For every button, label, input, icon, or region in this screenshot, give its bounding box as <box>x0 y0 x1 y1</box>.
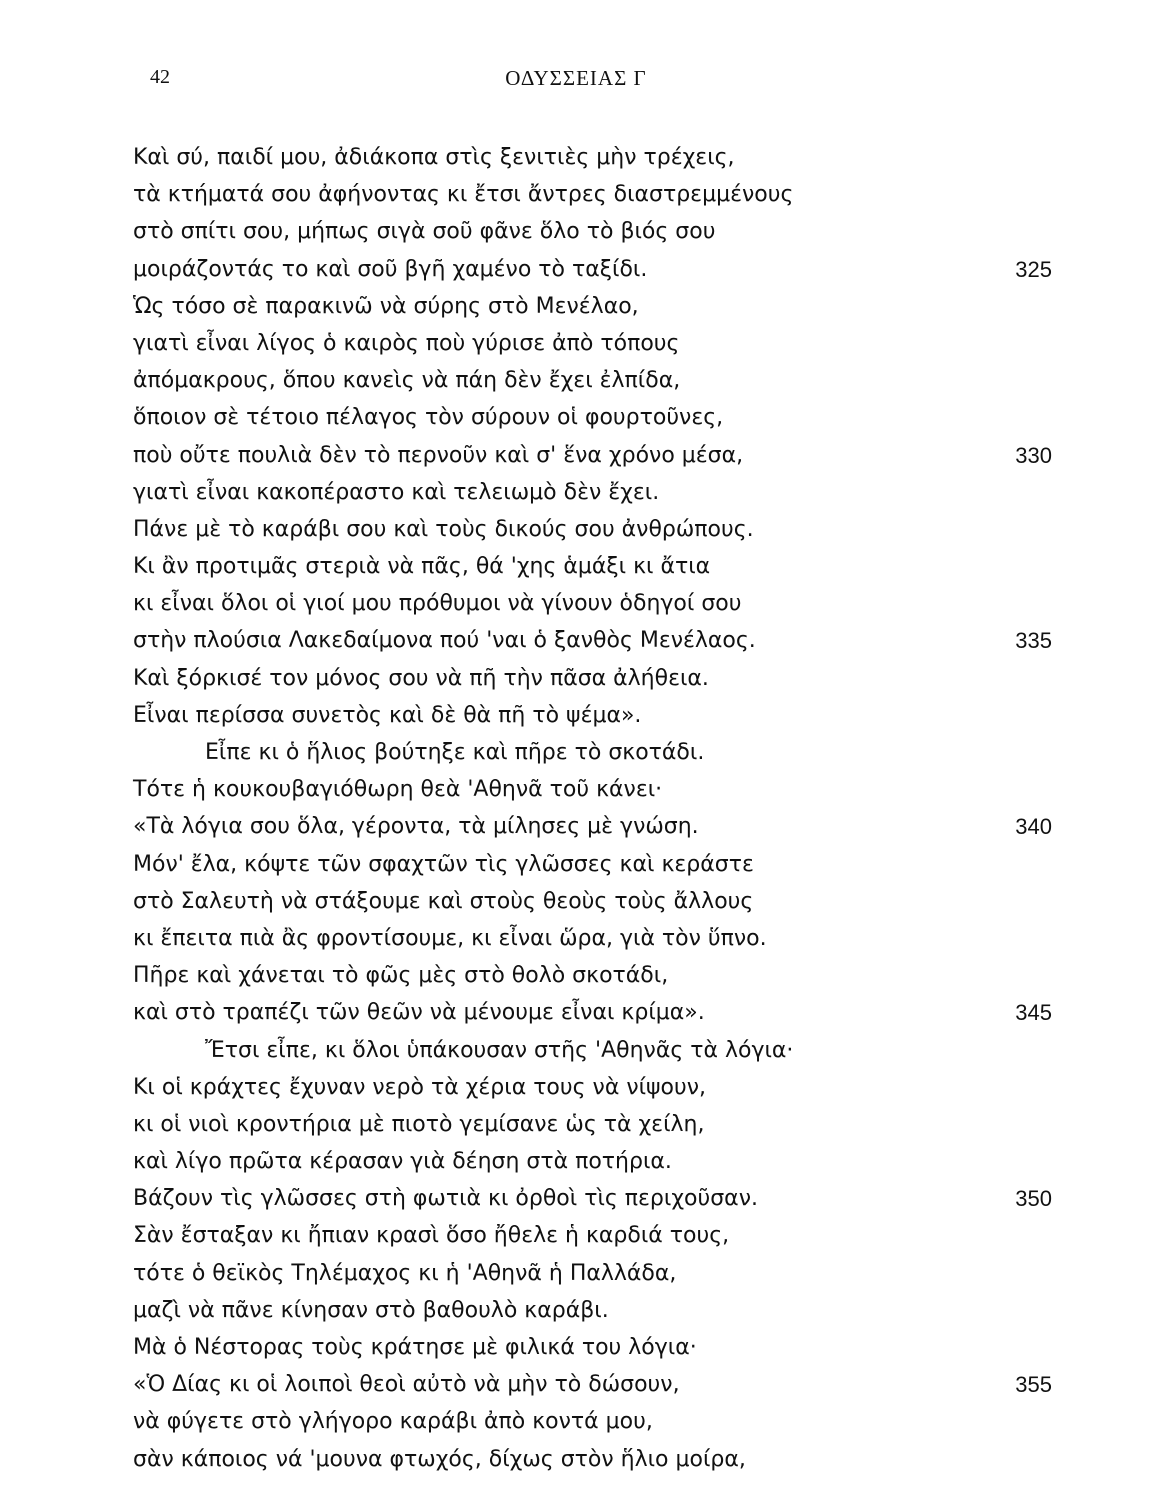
line-number: 345 <box>1015 1000 1052 1026</box>
verse-text: Κι οἱ κράχτες ἔχυναν νερὸ τὰ χέρια τους νὰ νίψουν, <box>133 1074 707 1100</box>
verse-text: Πάνε μὲ τὸ καράβι σου καὶ τοὺς δικούς σου ἀνθρώπους. <box>133 516 754 542</box>
verse-line <box>0 474 1152 511</box>
verse-line <box>0 437 1152 474</box>
verse-text: ποὺ οὔτε πουλιὰ δὲν τὸ περνοῦν καὶ σ' ἕνα χρόνο μέσα, <box>133 442 744 468</box>
verse-text: Καὶ ξόρκισέ τον μόνος σου νὰ πῆ τὴν πᾶσα ἀλήθεια. <box>133 665 709 691</box>
verse-text: κι εἶναι ὅλοι οἱ γιοί μου πρόθυμοι νὰ γίνουν ὁδηγοί σου <box>133 591 742 617</box>
verse-line <box>0 734 1152 771</box>
verse-line <box>0 1329 1152 1366</box>
verse-line <box>0 1180 1152 1217</box>
verse-text: καὶ λίγο πρῶτα κέρασαν γιὰ δέηση στὰ ποτήρια. <box>133 1149 672 1175</box>
verse-line <box>0 994 1152 1031</box>
verse-text: Σὰν ἔσταξαν κι ἤπιαν κρασὶ ὅσο ἤθελε ἡ καρδιά τους, <box>133 1223 730 1249</box>
verse-line <box>0 1106 1152 1143</box>
verse-list <box>0 139 1152 1478</box>
verse-text: Μόν' ἔλα, κόψτε τῶν σφαχτῶν τὶς γλῶσσες καὶ κεράστε <box>133 851 754 877</box>
verse-text: Κι ἂν προτιμᾶς στεριὰ νὰ πᾶς, θά 'χης ἁμάξι κι ἄτια <box>133 554 711 580</box>
verse-line <box>0 288 1152 325</box>
verse-line <box>0 846 1152 883</box>
verse-text: στὴν πλούσια Λακεδαίμονα πού 'ναι ὁ ξανθὸς Μενέλαος. <box>133 628 756 654</box>
verse-text: Ἔτσι εἶπε, κι ὅλοι ὑπάκουσαν στῆς 'Αθηνᾶς τὰ λόγια· <box>205 1037 794 1063</box>
verse-line <box>0 176 1152 213</box>
verse-text: κι οἱ νιοὶ κροντήρια μὲ πιοτὸ γεμίσανε ὡς τὰ χείλη, <box>133 1111 705 1137</box>
verse-text: «Τὰ λόγια σου ὅλα, γέροντα, τὰ μίλησες μὲ γνώση. <box>133 814 699 840</box>
verse-text: Εἶπε κι ὁ ἥλιος βούτηξε καὶ πῆρε τὸ σκοτάδι. <box>205 740 705 765</box>
verse-line <box>0 585 1152 622</box>
verse-line <box>0 808 1152 845</box>
verse-line <box>0 325 1152 362</box>
verse-line <box>0 139 1152 176</box>
verse-line <box>0 511 1152 548</box>
verse-line <box>0 251 1152 288</box>
verse-line <box>0 957 1152 994</box>
verse-line <box>0 1441 1152 1478</box>
verse-text: Μὰ ὁ Νέστορας τοὺς κράτησε μὲ φιλικά του λόγια· <box>133 1335 697 1360</box>
verse-text: γιατὶ εἶναι κακοπέραστο καὶ τελειωμὸ δὲν ἔχει. <box>133 479 660 505</box>
verse-text: στὸ σπίτι σου, μήπως σιγὰ σοῦ φᾶνε ὅλο τὸ βιός σου <box>133 219 716 245</box>
verse-text: Πῆρε καὶ χάνεται τὸ φῶς μὲς στὸ θολὸ σκοτάδι, <box>133 963 669 989</box>
verse-text: Τότε ἡ κουκουβαγιόθωρη θεὰ 'Αθηνᾶ τοῦ κάνει· <box>133 777 663 803</box>
verse-line <box>0 1217 1152 1254</box>
verse-text: τότε ὁ θεϊκὸς Τηλέμαχος κι ἡ 'Αθηνᾶ ἡ Παλλάδα, <box>133 1260 677 1286</box>
verse-line <box>0 1255 1152 1292</box>
page-number: 42 <box>150 66 170 88</box>
verse-line <box>0 362 1152 399</box>
verse-line <box>0 622 1152 659</box>
verse-line <box>0 1069 1152 1106</box>
verse-text: Ὡς τόσο σὲ παρακινῶ νὰ σύρης στὸ Μενέλαο, <box>133 293 639 319</box>
verse-line <box>0 771 1152 808</box>
verse-text: μοιράζοντάς το καὶ σοῦ βγῆ χαμένο τὸ ταξίδι. <box>133 256 648 282</box>
verse-text: σὰν κάποιος νά 'μουνα φτωχός, δίχως στὸν ἥλιο μοίρα, <box>133 1446 746 1472</box>
verse-text: ὅποιον σὲ τέτοιο πέλαγος τὸν σύρουν οἱ φουρτοῦνες, <box>133 405 724 431</box>
line-number: 350 <box>1015 1186 1052 1212</box>
line-number: 325 <box>1015 256 1052 282</box>
line-number: 355 <box>1015 1372 1052 1398</box>
verse-text: τὰ κτήματά σου ἀφήνοντας κι ἔτσι ἄντρες διαστρεμμένους <box>133 182 794 208</box>
verse-line <box>0 548 1152 585</box>
verse-text: καὶ στὸ τραπέζι τῶν θεῶν νὰ μένουμε εἶναι κρίμα». <box>133 1000 705 1026</box>
verse-line <box>0 1403 1152 1440</box>
verse-text: στὸ Σαλευτὴ νὰ στάξουμε καὶ στοὺς θεοὺς τοὺς ἄλλους <box>133 888 754 914</box>
verse-text: Εἶναι περίσσα συνετὸς καὶ δὲ θὰ πῆ τὸ ψέμα». <box>133 702 642 728</box>
verse-line <box>0 697 1152 734</box>
verse-text: νὰ φύγετε στὸ γλήγορο καράβι ἀπὸ κοντά μου, <box>133 1409 653 1435</box>
verse-text: ἀπόμακρους, ὅπου κανεὶς νὰ πάη δὲν ἔχει ἐλπίδα, <box>133 368 681 394</box>
line-number: 340 <box>1015 814 1052 840</box>
verse-line <box>0 213 1152 250</box>
verse-line <box>0 1032 1152 1069</box>
verse-line <box>0 1292 1152 1329</box>
page-header <box>0 66 1152 100</box>
verse-text: Βάζουν τὶς γλῶσσες στὴ φωτιὰ κι ὀρθοὶ τὶς περιχοῦσαν. <box>133 1186 758 1212</box>
verse-text: Καὶ σύ, παιδί μου, ἀδιάκοπα στὶς ξενιτιὲς μὴν τρέχεις, <box>133 145 735 170</box>
verse-line <box>0 399 1152 436</box>
verse-text: γιατὶ εἶναι λίγος ὁ καιρὸς ποὺ γύρισε ἀπὸ τόπους <box>133 330 680 356</box>
verse-line <box>0 920 1152 957</box>
verse-line <box>0 883 1152 920</box>
verse-text: «Ὁ Δίας κι οἱ λοιποὶ θεοὶ αὐτὸ νὰ μὴν τὸ δώσουν, <box>133 1372 680 1398</box>
verse-text: μαζὶ νὰ πᾶνε κίνησαν στὸ βαθουλὸ καράβι. <box>133 1297 609 1323</box>
running-title: ΟΔΥΣΣΕΙΑΣ Γ <box>505 66 647 90</box>
verse-line <box>0 1143 1152 1180</box>
verse-line <box>0 1366 1152 1403</box>
line-number: 335 <box>1015 628 1052 654</box>
verse-text: κι ἔπειτα πιὰ ἂς φροντίσουμε, κι εἶναι ὥρα, γιὰ τὸν ὕπνο. <box>133 925 767 951</box>
line-number: 330 <box>1015 442 1052 468</box>
verse-line <box>0 660 1152 697</box>
